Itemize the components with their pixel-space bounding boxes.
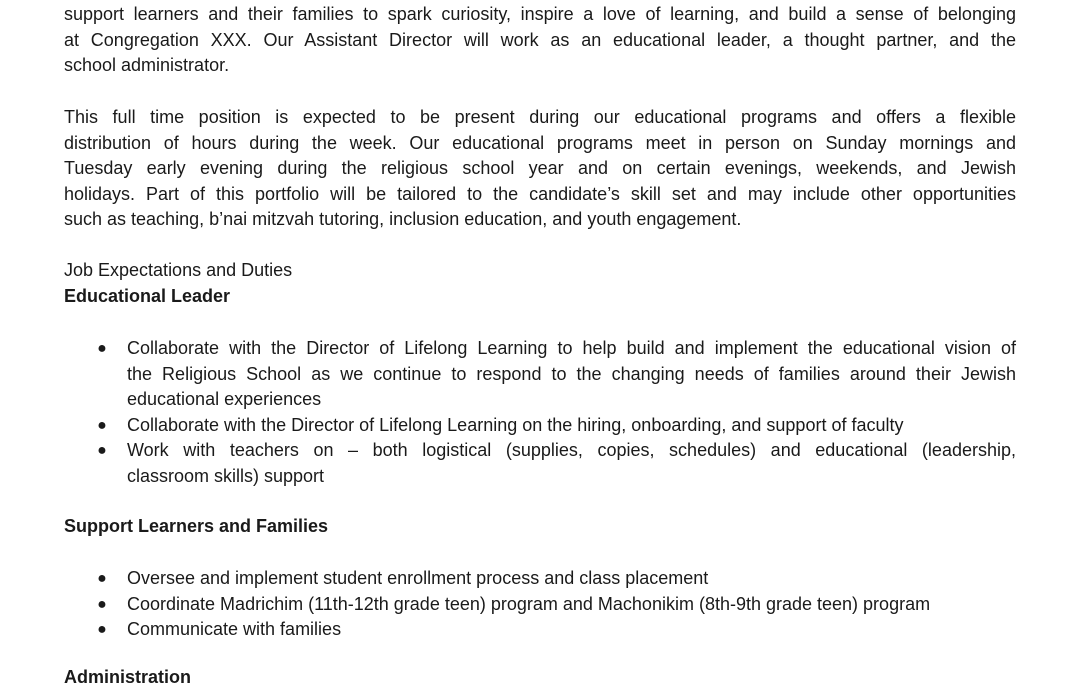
intro-line: at Congregation XXX. Our Assistant Director will work as an educational leader, a thought partner, and the <box>64 29 1016 50</box>
position-line: such as teaching, b’nai mitzvah tutoring, inclusion education, and youth engagement. <box>64 209 742 229</box>
list-item-line: Work with teachers on – both logistical (supplies, copies, schedules) and educational (leadership, <box>127 440 1016 460</box>
intro-line: school administrator. <box>64 55 230 75</box>
list-item-line: the Religious School as we continue to respond to the changing needs of families around their Jewish <box>127 363 1016 384</box>
position-line: This full time position is expected to be present during our educational programs and offers a flexible <box>64 107 1016 127</box>
list-item <box>64 336 1016 413</box>
list-item <box>64 438 1016 489</box>
position-line: holidays. Part of this portfolio will be tailored to the candidate’s skill set and may include other opportunities <box>64 183 1016 204</box>
position-line: Tuesday early evening during the religious school year and on certain evenings, weekends, and Jewish <box>64 158 1016 178</box>
support-learners-heading: Support Learners and Families <box>64 516 329 536</box>
list-item-line: Coordinate Madrichim (11th-12th grade teen) program and Machonikim (8th-9th grade teen) program <box>127 593 931 614</box>
list-item <box>64 413 1016 439</box>
bullet-icon: ● <box>97 570 107 587</box>
bullet-icon: ● <box>97 340 107 357</box>
list-item <box>64 617 1016 643</box>
educational-leader-heading: Educational Leader <box>64 286 231 306</box>
educational-leader-list <box>64 336 1016 489</box>
intro-paragraph <box>64 2 1016 79</box>
list-item-line: classroom skills) support <box>127 465 325 486</box>
list-item-line: Collaborate with the Director of Lifelong Learning to help build and implement the educational vision of <box>127 338 1016 358</box>
list-item-line: educational experiences <box>127 389 322 409</box>
bullet-icon: ● <box>97 442 107 459</box>
position-line: distribution of hours during the week. Our educational programs meet in person on Sunday mornings and <box>64 132 1016 153</box>
bullet-icon: ● <box>97 621 107 638</box>
administration-heading: Administration <box>64 667 192 687</box>
list-item <box>64 566 1016 592</box>
position-paragraph <box>64 105 1016 233</box>
support-learners-list <box>64 566 1016 643</box>
list-item-line: Communicate with families <box>127 619 342 639</box>
bullet-icon: ● <box>97 595 107 613</box>
intro-line: support learners and their families to spark curiosity, inspire a love of learning, and build a sense of belonging <box>64 4 1016 24</box>
list-item-line: Collaborate with the Director of Lifelong Learning on the hiring, onboarding, and support of faculty <box>127 414 904 435</box>
bullet-icon: ● <box>97 416 107 434</box>
list-item <box>64 592 1016 618</box>
duties-heading: Job Expectations and Duties <box>64 260 293 280</box>
list-item-line: Oversee and implement student enrollment process and class placement <box>127 568 709 588</box>
